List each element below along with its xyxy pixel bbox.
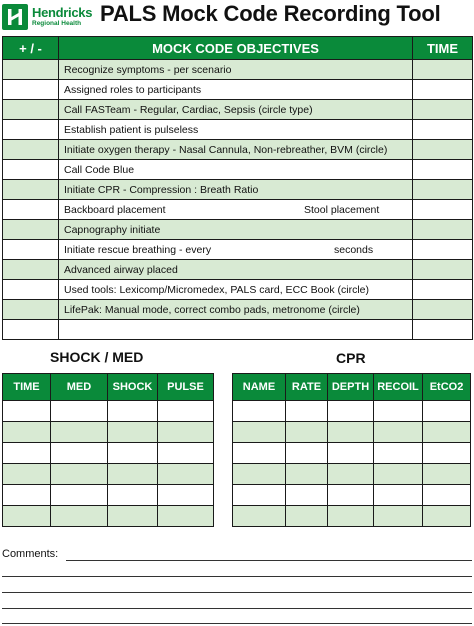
entry-cell[interactable] <box>286 464 328 485</box>
plus-minus-cell[interactable] <box>3 320 59 340</box>
hendricks-logo <box>2 4 92 30</box>
entry-cell[interactable] <box>108 506 158 527</box>
objective-row <box>3 260 473 280</box>
table-row <box>233 464 471 485</box>
entry-cell[interactable] <box>286 401 328 422</box>
entry-cell[interactable] <box>328 485 374 506</box>
plus-minus-cell[interactable] <box>3 160 59 180</box>
comment-line[interactable] <box>2 592 472 593</box>
time-cell[interactable] <box>413 260 473 280</box>
objective-text: Advanced airway placed <box>64 263 178 276</box>
logo-subtitle: Regional Health <box>32 20 82 27</box>
shock-med-title: SHOCK / MED <box>50 349 144 365</box>
cpr-table <box>232 373 471 527</box>
objective-row <box>3 200 473 220</box>
plus-minus-cell[interactable] <box>3 220 59 240</box>
objective-cell <box>59 120 413 140</box>
objective-text: Initiate oxygen therapy - Nasal Cannula, Non-rebreather, BVM (circle) <box>64 143 388 156</box>
page-title: PALS Mock Code Recording Tool <box>100 1 441 26</box>
objectives-header: MOCK CODE OBJECTIVES <box>59 37 413 60</box>
logo-mark-icon <box>2 4 28 30</box>
column-header: MED <box>51 374 108 401</box>
entry-cell[interactable] <box>286 506 328 527</box>
objective-cell <box>59 140 413 160</box>
entry-cell[interactable] <box>423 401 471 422</box>
entry-cell[interactable] <box>158 464 214 485</box>
entry-cell[interactable] <box>3 422 51 443</box>
time-cell[interactable] <box>413 280 473 300</box>
time-cell[interactable] <box>413 60 473 80</box>
header <box>0 0 474 34</box>
shock-med-body <box>3 401 214 527</box>
entry-cell[interactable] <box>328 464 374 485</box>
entry-cell[interactable] <box>233 422 286 443</box>
table-row <box>3 464 214 485</box>
entry-cell[interactable] <box>286 485 328 506</box>
entry-cell[interactable] <box>3 401 51 422</box>
time-cell[interactable] <box>413 300 473 320</box>
plus-minus-cell[interactable] <box>3 280 59 300</box>
entry-cell[interactable] <box>286 443 328 464</box>
entry-cell[interactable] <box>423 485 471 506</box>
objective-cell <box>59 160 413 180</box>
comment-line[interactable] <box>2 576 472 577</box>
column-header: RECOIL <box>374 374 423 401</box>
column-header: DEPTH <box>328 374 374 401</box>
objective-row <box>3 300 473 320</box>
time-cell[interactable] <box>413 120 473 140</box>
objective-row <box>3 120 473 140</box>
comment-line[interactable] <box>66 560 472 561</box>
objective-cell <box>59 240 413 260</box>
objectives-table <box>2 36 473 340</box>
entry-cell[interactable] <box>108 422 158 443</box>
entry-cell[interactable] <box>51 506 108 527</box>
entry-cell[interactable] <box>51 401 108 422</box>
objective-cell <box>59 100 413 120</box>
objective-cell <box>59 280 413 300</box>
objective-row <box>3 100 473 120</box>
objective-cell <box>59 200 413 220</box>
entry-cell[interactable] <box>108 485 158 506</box>
entry-cell[interactable] <box>3 464 51 485</box>
entry-cell[interactable] <box>233 485 286 506</box>
plus-minus-cell[interactable] <box>3 100 59 120</box>
column-header: SHOCK <box>108 374 158 401</box>
objective-text: Used tools: Lexicomp/Micromedex, PALS card, ECC Book (circle) <box>64 283 369 296</box>
table-row <box>3 443 214 464</box>
objective-row <box>3 140 473 160</box>
entry-cell[interactable] <box>328 506 374 527</box>
comments-label: Comments: <box>2 548 59 560</box>
entry-cell[interactable] <box>374 464 423 485</box>
time-cell[interactable] <box>413 180 473 200</box>
time-cell[interactable] <box>413 320 473 340</box>
plus-minus-cell[interactable] <box>3 120 59 140</box>
time-cell[interactable] <box>413 200 473 220</box>
column-header: TIME <box>3 374 51 401</box>
entry-cell[interactable] <box>3 443 51 464</box>
column-header: PULSE <box>158 374 214 401</box>
cpr-title: CPR <box>336 350 366 366</box>
comments-section <box>0 546 474 626</box>
table-row <box>233 401 471 422</box>
entry-cell[interactable] <box>51 422 108 443</box>
entry-cell[interactable] <box>233 464 286 485</box>
plus-minus-cell[interactable] <box>3 240 59 260</box>
objective-row <box>3 220 473 240</box>
shock-med-header-row <box>3 374 214 401</box>
time-cell[interactable] <box>413 240 473 260</box>
entry-cell[interactable] <box>374 506 423 527</box>
entry-cell[interactable] <box>158 443 214 464</box>
entry-cell[interactable] <box>108 401 158 422</box>
objective-text: Assigned roles to participants <box>64 83 202 96</box>
objective-extra-text: seconds <box>334 243 374 256</box>
time-header: TIME <box>413 37 473 60</box>
objective-cell <box>59 180 413 200</box>
plus-minus-cell[interactable] <box>3 80 59 100</box>
entry-cell[interactable] <box>328 443 374 464</box>
cpr-body <box>233 401 471 527</box>
objective-text: Initiate CPR - Compression : Breath Ratio <box>64 183 259 196</box>
entry-cell[interactable] <box>286 422 328 443</box>
objective-cell <box>59 80 413 100</box>
plus-minus-cell[interactable] <box>3 180 59 200</box>
objective-text: Initiate rescue breathing - every <box>64 243 212 256</box>
table-row <box>233 422 471 443</box>
entry-cell[interactable] <box>108 443 158 464</box>
shock-med-table <box>2 373 214 527</box>
table-row <box>3 485 214 506</box>
objective-text: Call FASTeam - Regular, Cardiac, Sepsis (circle type) <box>64 103 313 116</box>
objective-cell <box>59 60 413 80</box>
entry-cell[interactable] <box>423 422 471 443</box>
objective-row <box>3 60 473 80</box>
time-cell[interactable] <box>413 140 473 160</box>
objective-cell <box>59 300 413 320</box>
objectives-body <box>3 60 473 340</box>
column-header: EtCO2 <box>423 374 471 401</box>
comment-line[interactable] <box>2 608 472 609</box>
entry-cell[interactable] <box>158 485 214 506</box>
objective-text: Capnography initiate <box>64 223 161 236</box>
entry-cell[interactable] <box>423 443 471 464</box>
column-header: RATE <box>286 374 328 401</box>
table-row <box>3 422 214 443</box>
entry-cell[interactable] <box>423 464 471 485</box>
objective-text: LifePak: Manual mode, correct combo pads, metronome (circle) <box>64 303 360 316</box>
objective-cell <box>59 320 413 340</box>
entry-cell[interactable] <box>51 485 108 506</box>
entry-cell[interactable] <box>3 485 51 506</box>
entry-cell[interactable] <box>374 422 423 443</box>
entry-cell[interactable] <box>158 422 214 443</box>
objective-row <box>3 320 473 340</box>
objective-text: Backboard placement <box>64 203 166 216</box>
objective-row <box>3 160 473 180</box>
objective-cell <box>59 260 413 280</box>
table-row <box>233 485 471 506</box>
entry-cell[interactable] <box>233 443 286 464</box>
entry-cell[interactable] <box>423 506 471 527</box>
table-row <box>233 506 471 527</box>
comment-line[interactable] <box>2 623 472 624</box>
entry-cell[interactable] <box>233 401 286 422</box>
time-cell[interactable] <box>413 160 473 180</box>
objective-cell <box>59 220 413 240</box>
cpr-header-row <box>233 374 471 401</box>
entry-cell[interactable] <box>108 464 158 485</box>
table-row <box>3 401 214 422</box>
objective-text: Establish patient is pulseless <box>64 123 199 136</box>
plus-minus-cell[interactable] <box>3 200 59 220</box>
objective-extra-text: Stool placement <box>304 203 380 216</box>
objectives-header-row <box>3 37 473 60</box>
objective-row <box>3 280 473 300</box>
entry-cell[interactable] <box>158 401 214 422</box>
time-cell[interactable] <box>413 100 473 120</box>
time-cell[interactable] <box>413 220 473 240</box>
entry-cell[interactable] <box>374 443 423 464</box>
plus-minus-cell[interactable] <box>3 260 59 280</box>
entry-cell[interactable] <box>328 401 374 422</box>
plus-minus-cell[interactable] <box>3 60 59 80</box>
logo-name: Hendricks <box>32 5 93 20</box>
objective-row <box>3 180 473 200</box>
plus-minus-cell[interactable] <box>3 300 59 320</box>
entry-cell[interactable] <box>374 485 423 506</box>
entry-cell[interactable] <box>374 401 423 422</box>
objective-row <box>3 240 473 260</box>
entry-cell[interactable] <box>328 422 374 443</box>
entry-cell[interactable] <box>51 443 108 464</box>
objective-text: Call Code Blue <box>64 163 135 176</box>
entry-cell[interactable] <box>3 506 51 527</box>
entry-cell[interactable] <box>51 464 108 485</box>
objective-row <box>3 80 473 100</box>
plus-minus-header: + / - <box>3 37 59 60</box>
table-row <box>3 506 214 527</box>
entry-cell[interactable] <box>233 506 286 527</box>
table-row <box>233 443 471 464</box>
entry-cell[interactable] <box>158 506 214 527</box>
column-header: NAME <box>233 374 286 401</box>
objective-text: Recognize symptoms - per scenario <box>64 63 232 76</box>
plus-minus-cell[interactable] <box>3 140 59 160</box>
time-cell[interactable] <box>413 80 473 100</box>
